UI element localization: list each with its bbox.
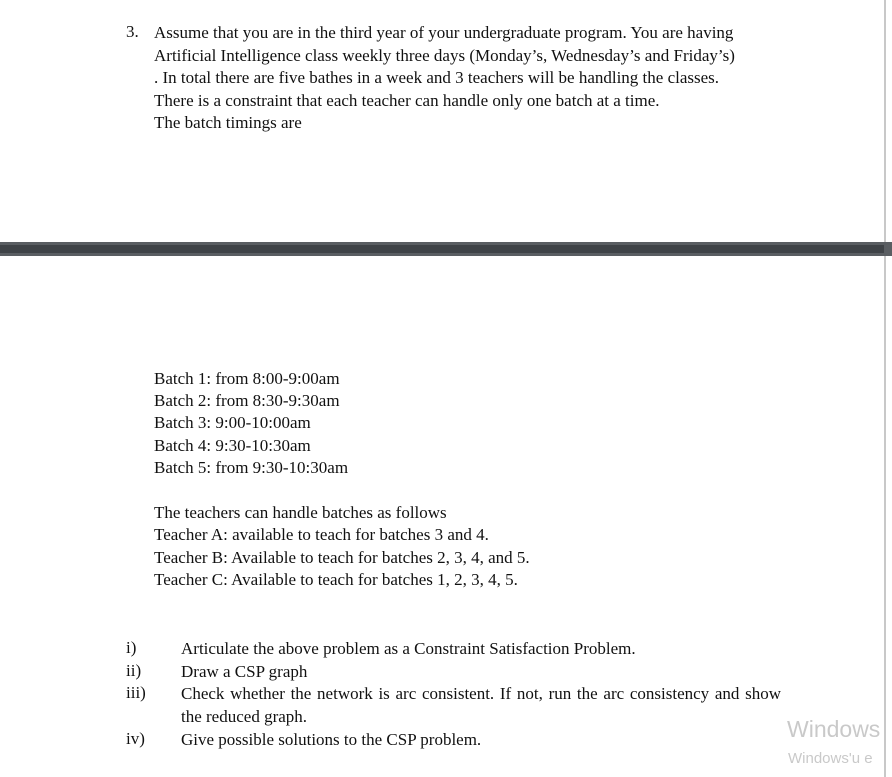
intro-line: . In total there are five bathes in a week and 3 teachers will be handling the classes. [154, 68, 720, 87]
batch-item: Batch 5: from 9:30-10:30am [154, 458, 349, 477]
intro-line: Assume that you are in the third year of your undergraduate program. You are having [154, 23, 734, 42]
subquestion-number: ii) [126, 661, 142, 680]
subquestion-text: Check whether the network is arc consistent. If not, run the arc consistency and show the reduced graph. [181, 684, 781, 726]
batch-item: Batch 2: from 8:30-9:30am [154, 391, 340, 410]
question-number: 3. [126, 22, 139, 41]
page-separator [0, 242, 892, 256]
subquestion-number: i) [126, 638, 137, 657]
batch-item: Batch 1: from 8:00-9:00am [154, 369, 340, 388]
intro-line: There is a constraint that each teacher can handle only one batch at a time. [154, 90, 660, 110]
teacher-item: Teacher C: Available to teach for batches 1, 2, 3, 4, 5. [154, 570, 518, 589]
teacher-item: Teacher B: Available to teach for batches 2, 3, 4, and 5. [154, 548, 530, 567]
teacher-item: Teacher A: available to teach for batches 3 and 4. [154, 525, 489, 544]
intro-line: Artificial Intelligence class weekly three days (Monday’s, Wednesday’s and Friday’s) [154, 45, 735, 65]
activation-watermark-title: Windows [787, 716, 881, 742]
teachers-heading: The teachers can handle batches as follows [154, 503, 447, 522]
subquestion-number: iii) [126, 683, 146, 702]
batch-item: Batch 3: 9:00-10:00am [154, 413, 311, 432]
subquestion-text: Articulate the above problem as a Constraint Satisfaction Problem. [181, 639, 636, 658]
intro-line: The batch timings are [154, 113, 302, 132]
subquestion-number: iv) [126, 729, 145, 748]
subquestion-text: Draw a CSP graph [181, 662, 308, 681]
subquestion-text: Give possible solutions to the CSP problem. [181, 730, 482, 749]
batch-item: Batch 4: 9:30-10:30am [154, 436, 311, 455]
activation-watermark-subtitle: Windows'u e [788, 750, 873, 767]
question-intro [154, 22, 784, 135]
